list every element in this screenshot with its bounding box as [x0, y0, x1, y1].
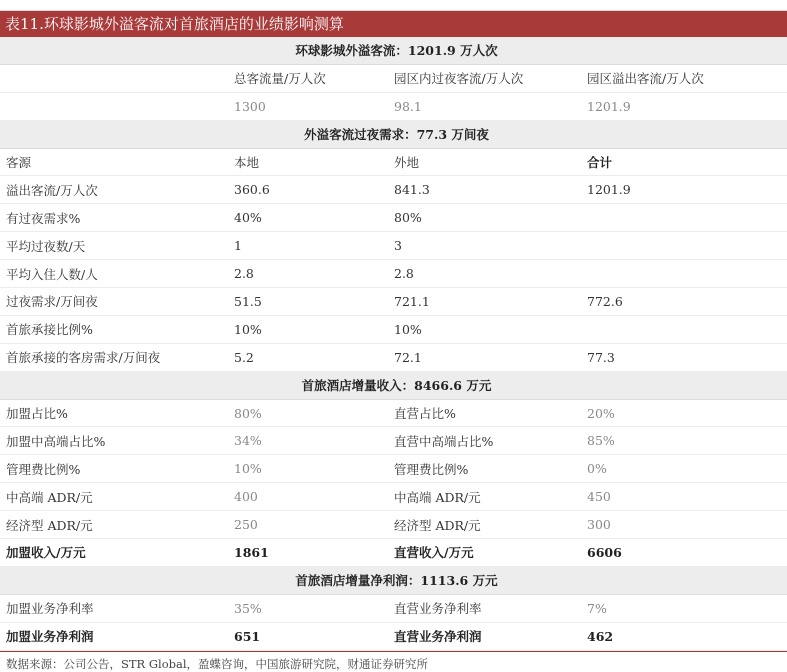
section-heading: 首旅酒店增量收入：8466.6 万元: [0, 371, 787, 399]
table-cell: 98.1: [388, 92, 581, 120]
table-cell: [581, 260, 787, 288]
table-row: [0, 427, 787, 455]
table-cell: 客源: [0, 148, 228, 176]
section-header-outflow: [0, 37, 787, 64]
table-cell: 经济型 ADR/元: [0, 511, 228, 539]
table-row: [0, 176, 787, 204]
table-row: [0, 288, 787, 316]
table-row: [0, 232, 787, 260]
table-cell: [0, 92, 228, 120]
table-row: [0, 539, 787, 567]
table-row: [0, 148, 787, 176]
table-cell: 直营业务净利率: [388, 594, 581, 622]
table-cell: 841.3: [388, 176, 581, 204]
section-heading: 外溢客流过夜需求：77.3 万间夜: [0, 120, 787, 148]
table-cell: 34%: [228, 427, 388, 455]
table-cell: 85%: [581, 427, 787, 455]
table-row: [0, 399, 787, 427]
table-cell: 园区内过夜客流/万人次: [388, 64, 581, 92]
section-header-incremental-net-profit: [0, 566, 787, 594]
table-row: [0, 343, 787, 371]
table-cell: 721.1: [388, 288, 581, 316]
table-cell: 20%: [581, 399, 787, 427]
table-cell: 总客流量/万人次: [228, 64, 388, 92]
table-cell: 462: [581, 622, 787, 650]
section-header-overnight-demand: [0, 120, 787, 148]
table-cell: 10%: [228, 455, 388, 483]
table-row: [0, 622, 787, 650]
impact-table: [0, 37, 787, 651]
table-cell: 1201.9: [581, 176, 787, 204]
table-row: [0, 204, 787, 232]
table-cell: 加盟业务净利润: [0, 622, 228, 650]
table-cell: 360.6: [228, 176, 388, 204]
top-strip: [0, 0, 787, 11]
table-cell: 2.8: [388, 260, 581, 288]
table-cell: 1: [228, 232, 388, 260]
section-heading: 环球影城外溢客流：1201.9 万人次: [0, 37, 787, 64]
table-cell: 772.6: [581, 288, 787, 316]
source-note: 数据来源：公司公告，STR Global，盈蝶咨询，中国旅游研究院，财通证券研究所: [6, 656, 429, 671]
table-cell: [581, 315, 787, 343]
table-cell: 0%: [581, 455, 787, 483]
table-cell: 5.2: [228, 343, 388, 371]
table-cell: 2.8: [228, 260, 388, 288]
table-cell: 77.3: [581, 343, 787, 371]
table-cell: 有过夜需求%: [0, 204, 228, 232]
table-cell: 1201.9: [581, 92, 787, 120]
section-heading: 首旅酒店增量净利润：1113.6 万元: [0, 566, 787, 594]
table-cell: 本地: [228, 148, 388, 176]
table-cell: 250: [228, 511, 388, 539]
table-cell: 经济型 ADR/元: [388, 511, 581, 539]
table-cell: 加盟业务净利率: [0, 594, 228, 622]
table-title: 表11.环球影城外溢客流对首旅酒店的业绩影响测算: [0, 11, 787, 37]
table-row: [0, 315, 787, 343]
table-cell: 直营占比%: [388, 399, 581, 427]
table-cell: 平均过夜数/天: [0, 232, 228, 260]
table-cell: 10%: [388, 315, 581, 343]
table-cell: 首旅承接比例%: [0, 315, 228, 343]
table-cell: 1300: [228, 92, 388, 120]
table-cell: 400: [228, 483, 388, 511]
table-cell: 加盟占比%: [0, 399, 228, 427]
table-cell: [581, 204, 787, 232]
table-cell: 园区溢出客流/万人次: [581, 64, 787, 92]
table-cell: 直营收入/万元: [388, 539, 581, 567]
table-cell: 3: [388, 232, 581, 260]
table-cell: 直营中高端占比%: [388, 427, 581, 455]
table-cell: [0, 64, 228, 92]
table-row: [0, 92, 787, 120]
table-cell: 外地: [388, 148, 581, 176]
table-row: [0, 64, 787, 92]
table-cell: 40%: [228, 204, 388, 232]
table-cell: 合计: [581, 148, 787, 176]
table-cell: 首旅承接的客房需求/万间夜: [0, 343, 228, 371]
table-cell: 加盟中高端占比%: [0, 427, 228, 455]
table-row: [0, 594, 787, 622]
table-cell: 直营业务净利润: [388, 622, 581, 650]
table-row: [0, 260, 787, 288]
table-row: [0, 511, 787, 539]
table-cell: 10%: [228, 315, 388, 343]
table-cell: 加盟收入/万元: [0, 539, 228, 567]
table-row: [0, 455, 787, 483]
table-cell: 35%: [228, 594, 388, 622]
table-cell: 300: [581, 511, 787, 539]
table-cell: 过夜需求/万间夜: [0, 288, 228, 316]
table-cell: 80%: [388, 204, 581, 232]
table-cell: 651: [228, 622, 388, 650]
table-row: [0, 483, 787, 511]
table-cell: 平均入住人数/人: [0, 260, 228, 288]
table-cell: 管理费比例%: [0, 455, 228, 483]
table-cell: 7%: [581, 594, 787, 622]
table-cell: 80%: [228, 399, 388, 427]
table-cell: 溢出客流/万人次: [0, 176, 228, 204]
table-cell: 51.5: [228, 288, 388, 316]
table-cell: [581, 232, 787, 260]
table-cell: 450: [581, 483, 787, 511]
table-cell: 管理费比例%: [388, 455, 581, 483]
table-cell: 中高端 ADR/元: [0, 483, 228, 511]
table-cell: 72.1: [388, 343, 581, 371]
table-cell: 6606: [581, 539, 787, 567]
table-cell: 1861: [228, 539, 388, 567]
section-header-incremental-revenue: [0, 371, 787, 399]
table-cell: 中高端 ADR/元: [388, 483, 581, 511]
